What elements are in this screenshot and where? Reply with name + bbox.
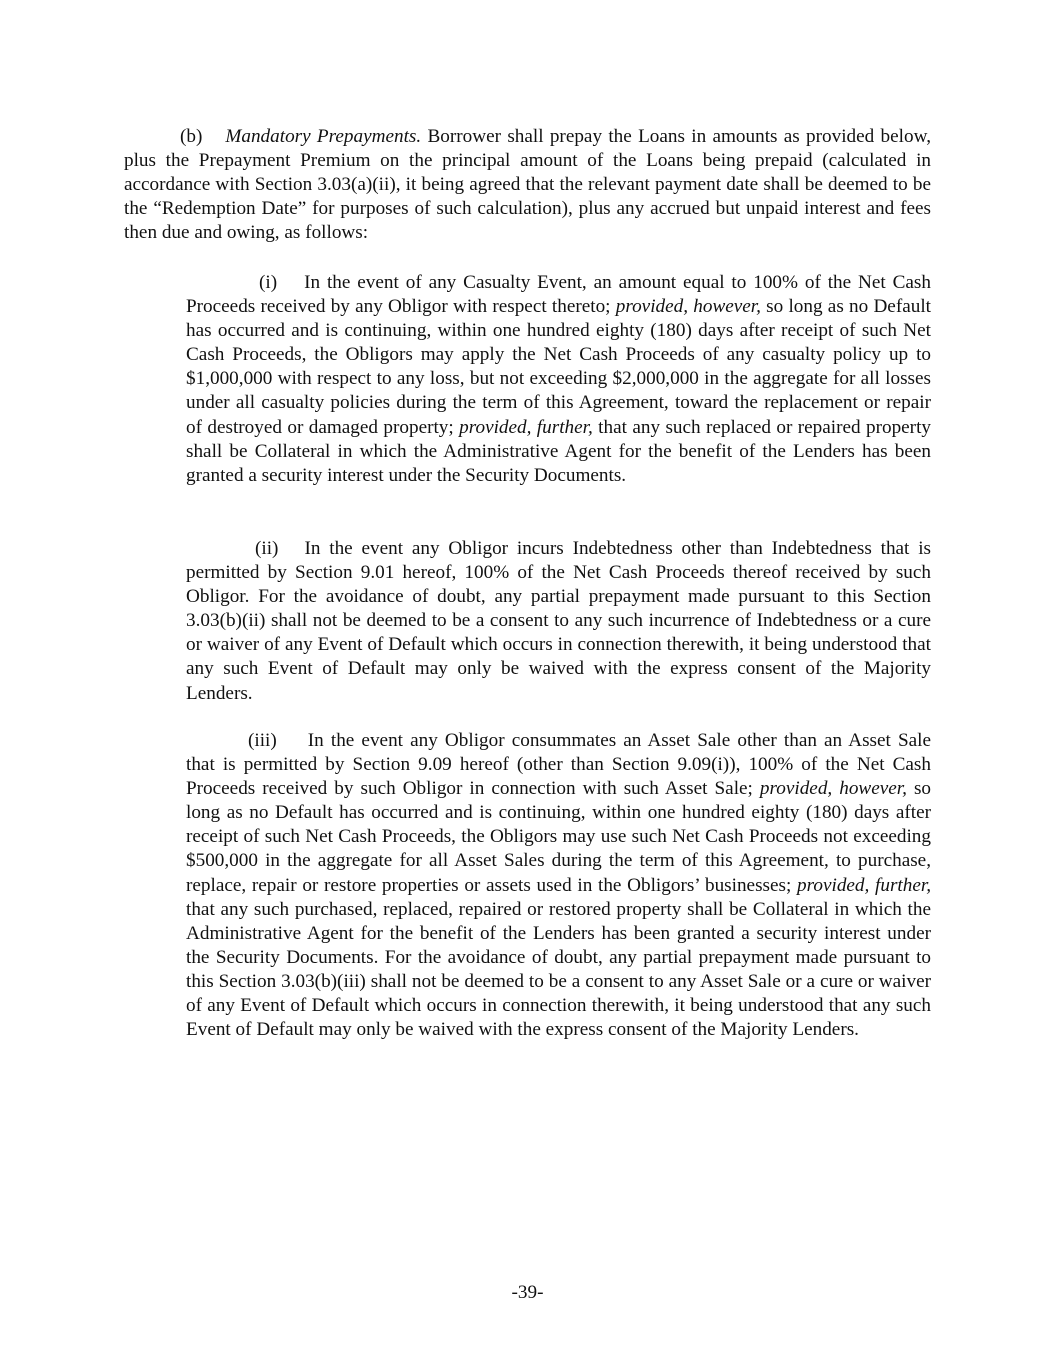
clause-i-proviso-2: provided, further, (459, 416, 593, 438)
section-b-text: Borrower shall prepay the Loans in amounts as provided below, plus the Prepayment Premium on the principal amount of the Loans being prepaid (calculated in accordance with Section 3.03(a)(ii), it being agreed that the relevant payment date shall be deemed to be the “Redemption Date” for purposes of such calculation), plus any accrued but unpaid interest and fees then due and owing, as follows: (124, 126, 931, 244)
clause-ii-label: (ii) (255, 538, 279, 559)
clause-iii-paragraph (186, 729, 931, 1042)
clause-iii-text-1: In the event any Obligor consummates an Asset Sale other than an Asset Sale that is permitted by Section 9.09 hereof (other than Section 9.09(i)), 100% of the Net Cash Proceeds received by such Obligor in connection with such Asset Sale; (186, 730, 931, 800)
section-b-label: (b) (180, 126, 203, 147)
clause-i-label: (i) (259, 272, 278, 293)
clause-ii-paragraph (186, 537, 931, 706)
clause-iii-label: (iii) (248, 730, 277, 751)
clause-iii-text-3: that any such purchased, replaced, repaired or restored property shall be Collateral in which the Administrative Agent for the benefit of the Lenders has been granted a security interest under the Security Documents. For the avoidance of doubt, any partial prepayment made pursuant to this Section 3.03(b)(iii) shall not be deemed to be a consent to any Asset Sale or a cure or waiver of any Event of Default which occurs in connection therewith, it being understood that any such Event of Default may only be waived with the express consent of the Majority Lenders. (186, 898, 931, 1041)
clause-i-text-3: that any such replaced or repaired property shall be Collateral in which the Administrative Agent for the benefit of the Lenders has been granted a security interest under the Security Documents. (186, 416, 931, 486)
clause-i-text-1: In the event of any Casualty Event, an amount equal to 100% of the Net Cash Proceeds received by any Obligor with respect thereto; (186, 272, 931, 318)
page-number: -39- (511, 1282, 544, 1303)
clause-iii-proviso-2: provided, further, (797, 874, 931, 896)
section-b-paragraph (124, 125, 931, 245)
clause-iii-proviso-1: provided, however, (759, 778, 907, 800)
section-b-heading: Mandatory Prepayments. (225, 126, 422, 147)
clause-ii-text: In the event any Obligor incurs Indebtedness other than Indebtedness that is permitted by Section 9.01 hereof, 100% of the Net Cash Proceeds thereof received by such Obligor. For the avoidance of doubt, any partial prepayment made pursuant to this Section 3.03(b)(ii) shall not be deemed to be a consent to any such incurrence of Indebtedness or a cure or waiver of any Event of Default which occurs in connection therewith, it being understood that any such Event of Default may only be waived with the express consent of the Majority Lenders. (186, 538, 931, 704)
clause-i-text-2: so long as no Default has occurred and is continuing, within one hundred eighty (180) days after receipt of such Net Cash Proceeds, the Obligors may apply the Net Cash Proceeds of any casualty policy up to $1,000,000 with respect to any loss, but not exceeding $2,000,000 in the aggregate for all losses under all casualty policies during the term of this Agreement, toward the replacement or repair of destroyed or damaged property; (186, 296, 931, 438)
clause-i-paragraph (186, 271, 931, 488)
clause-i-proviso-1: provided, however, (615, 296, 761, 318)
clause-iii-text-2: so long as no Default has occurred and is continuing, within one hundred eighty (180) days after receipt of such Net Cash Proceeds, the Obligors may use such Net Cash Proceeds not exceeding $500,000 in the aggregate for all Asset Sales during the term of this Agreement, to purchase, replace, repair or restore properties or assets used in the Obligors’ businesses; (186, 778, 932, 896)
